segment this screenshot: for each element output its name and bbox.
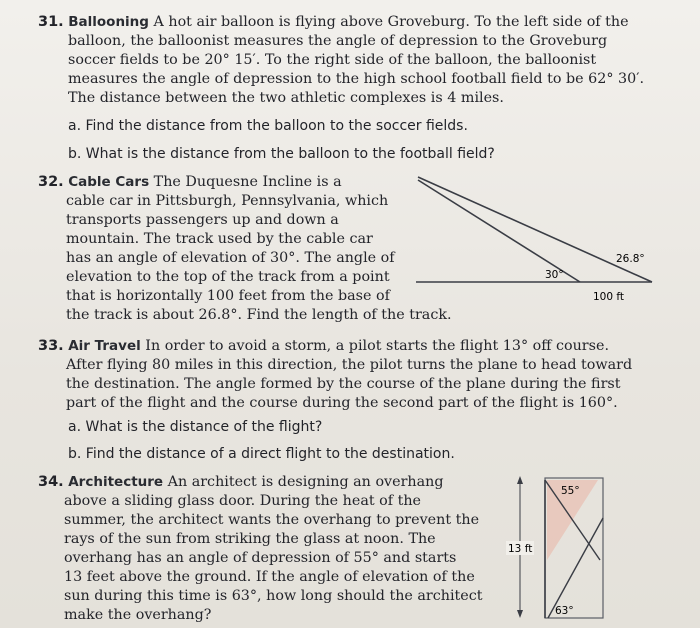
- problem-34-text: sun during this time is 63°, how long should the architect: [64, 588, 483, 604]
- cable-track: [418, 180, 580, 282]
- angle-55-label: 55°: [561, 485, 580, 497]
- problem-32-topic: Cable Cars: [68, 174, 150, 190]
- problem-31-topic: Ballooning: [68, 14, 149, 30]
- problem-33-text: After flying 80 miles in this direction, the pilot turns the plane to head toward: [66, 357, 633, 373]
- problem-32-text: The Duquesne Incline is a: [153, 174, 342, 190]
- problem-31-part-b: b. What is the distance from the balloon to the football field?: [68, 146, 495, 162]
- problem-31-text: balloon, the balloonist measures the angle of depression to the Groveburg: [68, 33, 608, 49]
- problem-31-part-a: a. Find the distance from the balloon to the soccer fields.: [68, 118, 468, 134]
- arrow-down-icon: [517, 610, 523, 618]
- height-13ft-label: 13 ft: [508, 543, 533, 555]
- problem-33-text: In order to avoid a storm, a pilot starts the flight 13° off course.: [145, 338, 609, 354]
- cable-car-figure: [416, 177, 652, 303]
- problem-32-text: the track is about 26.8°. Find the length of the track.: [66, 307, 452, 323]
- problem-34-text: 13 feet above the ground. If the angle of elevation of the: [64, 569, 475, 585]
- problem-33-part-a: a. What is the distance of the flight?: [68, 419, 323, 435]
- problem-31-number: 31.: [38, 14, 64, 30]
- distance-100ft-label: 100 ft: [593, 291, 625, 303]
- problem-32-text: elevation to the top of the track from a point: [66, 269, 390, 285]
- arrow-up-icon: [517, 476, 523, 484]
- angle-30-label: 30°: [545, 269, 564, 281]
- problem-33-part-b: b. Find the distance of a direct flight to the destination.: [68, 446, 455, 462]
- problem-34-topic: Architecture: [68, 474, 164, 490]
- sightline-to-top: [418, 177, 652, 282]
- problem-34-text: summer, the architect wants the overhang to prevent the: [64, 512, 480, 528]
- problem-34-text: make the overhang?: [64, 607, 212, 623]
- problem-32-text: has an angle of elevation of 30°. The angle of: [66, 250, 395, 266]
- problem-32-text: transports passengers up and down a: [66, 212, 339, 228]
- problem-34-number: 34.: [38, 474, 64, 490]
- problem-31-text: A hot air balloon is flying above Groveburg. To the left side of the: [153, 14, 629, 30]
- problem-33-text: part of the flight and the course during the second part of the flight is 160°.: [66, 395, 618, 411]
- problem-32-number: 32.: [38, 174, 64, 190]
- problem-34-text: overhang has an angle of depression of 55° and starts: [64, 550, 457, 566]
- angle-26-8-label: 26.8°: [616, 253, 645, 265]
- problem-34-text: An architect is designing an overhang: [167, 474, 444, 490]
- problem-33-text: the destination. The angle formed by the course of the plane during the first: [66, 376, 621, 392]
- problem-32-text: mountain. The track used by the cable car: [66, 231, 373, 247]
- overhang-figure: [506, 476, 603, 618]
- problem-32-text: cable car in Pittsburgh, Pennsylvania, which: [66, 193, 389, 209]
- problem-32-text: that is horizontally 100 feet from the base of: [66, 288, 390, 304]
- problem-34-text: rays of the sun from striking the glass at noon. The: [64, 531, 436, 547]
- problem-31-text: The distance between the two athletic complexes is 4 miles.: [68, 90, 504, 106]
- problem-33-topic: Air Travel: [68, 338, 141, 354]
- problem-33-number: 33.: [38, 338, 64, 354]
- problem-34-text: above a sliding glass door. During the heat of the: [64, 493, 422, 509]
- problem-31-text: soccer fields to be 20° 15′. To the right side of the balloon, the balloonist: [68, 52, 597, 68]
- problem-31-text: measures the angle of depression to the high school football field to be 62° 30′.: [68, 71, 645, 87]
- angle-63-label: 63°: [555, 605, 574, 617]
